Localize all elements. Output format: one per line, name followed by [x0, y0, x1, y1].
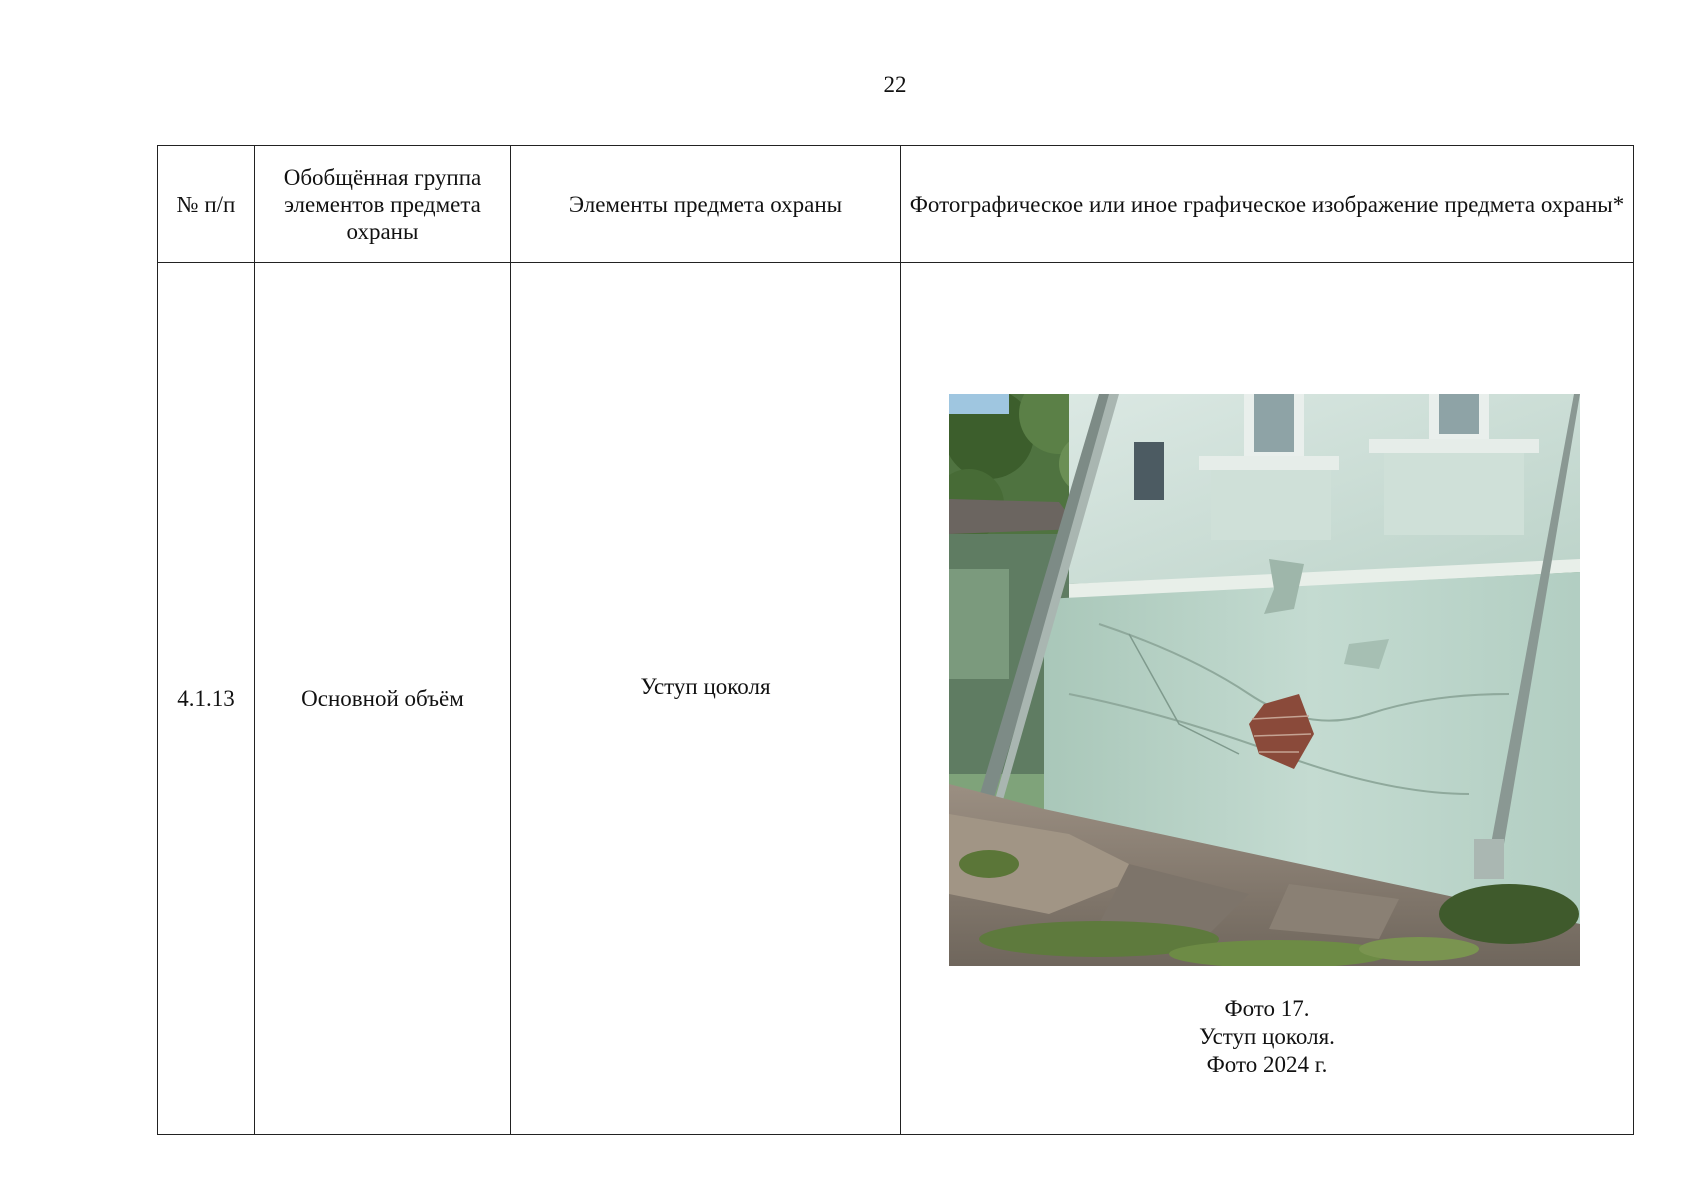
header-group: Обобщённая группа элементов предмета охраны	[255, 146, 511, 263]
table-row	[158, 263, 1634, 1135]
caption-line-3: Фото 2024 г.	[1206, 1052, 1328, 1077]
page-number: 22	[883, 72, 907, 97]
row-group: Основной объём	[255, 263, 511, 1135]
caption-line-1: Фото 17.	[1224, 996, 1310, 1021]
protection-table	[157, 145, 1634, 1135]
row-photo-cell	[901, 263, 1634, 1135]
photo-caption	[901, 995, 1633, 1079]
caption-line-2: Уступ цоколя.	[1199, 1024, 1335, 1049]
row-element	[511, 263, 901, 1135]
photo-image	[949, 394, 1580, 966]
photo-plinth-ledge	[949, 394, 1580, 966]
row-element-text: Уступ цоколя	[640, 674, 771, 699]
row-number: 4.1.13	[158, 263, 255, 1135]
header-number: № п/п	[158, 146, 255, 263]
header-elements: Элементы предмета охраны	[511, 146, 901, 263]
table-header-row	[158, 146, 1634, 263]
header-image: Фотографическое или иное графическое изображение предмета охраны*	[901, 146, 1634, 263]
